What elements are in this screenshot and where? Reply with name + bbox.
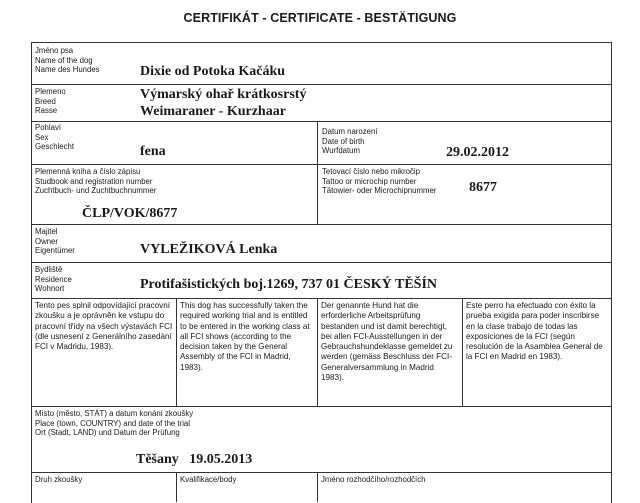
row-divider: [32, 262, 611, 263]
row-divider: [32, 406, 611, 407]
trial-type-label: Druh zkoušky: [35, 475, 83, 484]
residence-label: Bydliště Residence Wohnort: [35, 265, 72, 294]
sex-label: Pohlaví Sex Geschlecht: [35, 123, 75, 152]
dog-name-value: Dixie od Potoka Kačáku: [140, 64, 286, 79]
certificate-title: CERTIFIKÁT - CERTIFICATE - BESTÄTIGUNG: [183, 11, 457, 25]
statement-english: This dog has successfully taken the required working trial and is entitled to be entered in the working class at all FCI shows (according to the decision taken by the General Assembly of the FCI in Madrid, 1983).: [180, 301, 310, 372]
qualification-label: Kvalifikace/body: [180, 475, 237, 484]
statement-german: Der genannte Hund hat die erforderliche Arbeitsprüfung bestanden und ist damit berechtigt, bei allen FCI-Ausstellungen in der Gebrauchshundeklasse gemeldet zu werden (gemäss Beschluss der FCI-Generalversammlung in Madrid 1983).: [321, 301, 453, 383]
birth-date-label: Datum narození Date of birth Wurfdatum: [322, 127, 378, 156]
column-divider: [176, 472, 177, 502]
owner-label: Majitel Owner Eigentümer: [35, 227, 75, 256]
studbook-value: ČLP/VOK/8677: [82, 206, 178, 221]
breed-value-line2: Weimaraner - Kurzhaar: [140, 104, 286, 119]
column-divider: [462, 298, 463, 406]
trial-place-value: Těšany 19.05.2013: [136, 452, 253, 467]
row-divider: [32, 164, 611, 165]
birth-date-value: 29.02.2012: [446, 145, 509, 160]
trial-place-label: Místo (město, STÁT) a datum konání zkoušky Place (town, COUNTRY) and date of the trial Ort (Stadt, LAND) und Datum der Prüfung: [35, 409, 194, 438]
breed-value-line1: Výmarský ohař krátkosrstý: [140, 87, 307, 102]
tattoo-label: Tetovací číslo nebo mikročip Tattoo or microchip number Tätowier- oder Microchipnummer: [322, 167, 437, 196]
owner-value: VYLEŽIKOVÁ Lenka: [140, 242, 278, 257]
studbook-label: Plemenná kniha a číslo zápisu Studbook and registration number Zuchtbuch- und Zuchtbuchnummer: [35, 167, 157, 196]
row-divider: [32, 298, 611, 299]
column-divider: [176, 298, 177, 406]
judge-name-label: Jméno rozhodčího/rozhodčích: [321, 475, 426, 484]
tattoo-value: 8677: [469, 180, 497, 195]
row-divider: [32, 472, 611, 473]
column-divider: [317, 472, 318, 502]
column-divider: [317, 298, 318, 406]
row-divider: [32, 84, 611, 85]
row-divider: [32, 121, 611, 122]
statement-czech: Tento pes splnil odpovídající pracovní zkoušku a je oprávněn ke vstupu do pracovní třídy na všech výstavách FCI (dle usnesení z Generálního zasedání FCI v Madridu, 1983).: [35, 301, 173, 352]
statement-spanish: Este perro ha efectuado con éxito la prueba exigida para poder inscribirse en la clase trabajo de todas las exposiciones de la FCI (según resolución de la Asamblea General de la FCI en Madrid en 1983).: [466, 301, 603, 362]
dog-name-label: Jméno psa Name of the dog Name des Hundes: [35, 46, 100, 75]
column-divider: [317, 121, 318, 224]
breed-label: Plemeno Breed Rasse: [35, 87, 66, 116]
row-divider: [32, 224, 611, 225]
certificate-form: [31, 42, 612, 503]
residence-value: Protifašistických boj.1269, 737 01 ČESKÝ TĚŠÍN: [140, 277, 438, 292]
sex-value: fena: [140, 144, 166, 159]
